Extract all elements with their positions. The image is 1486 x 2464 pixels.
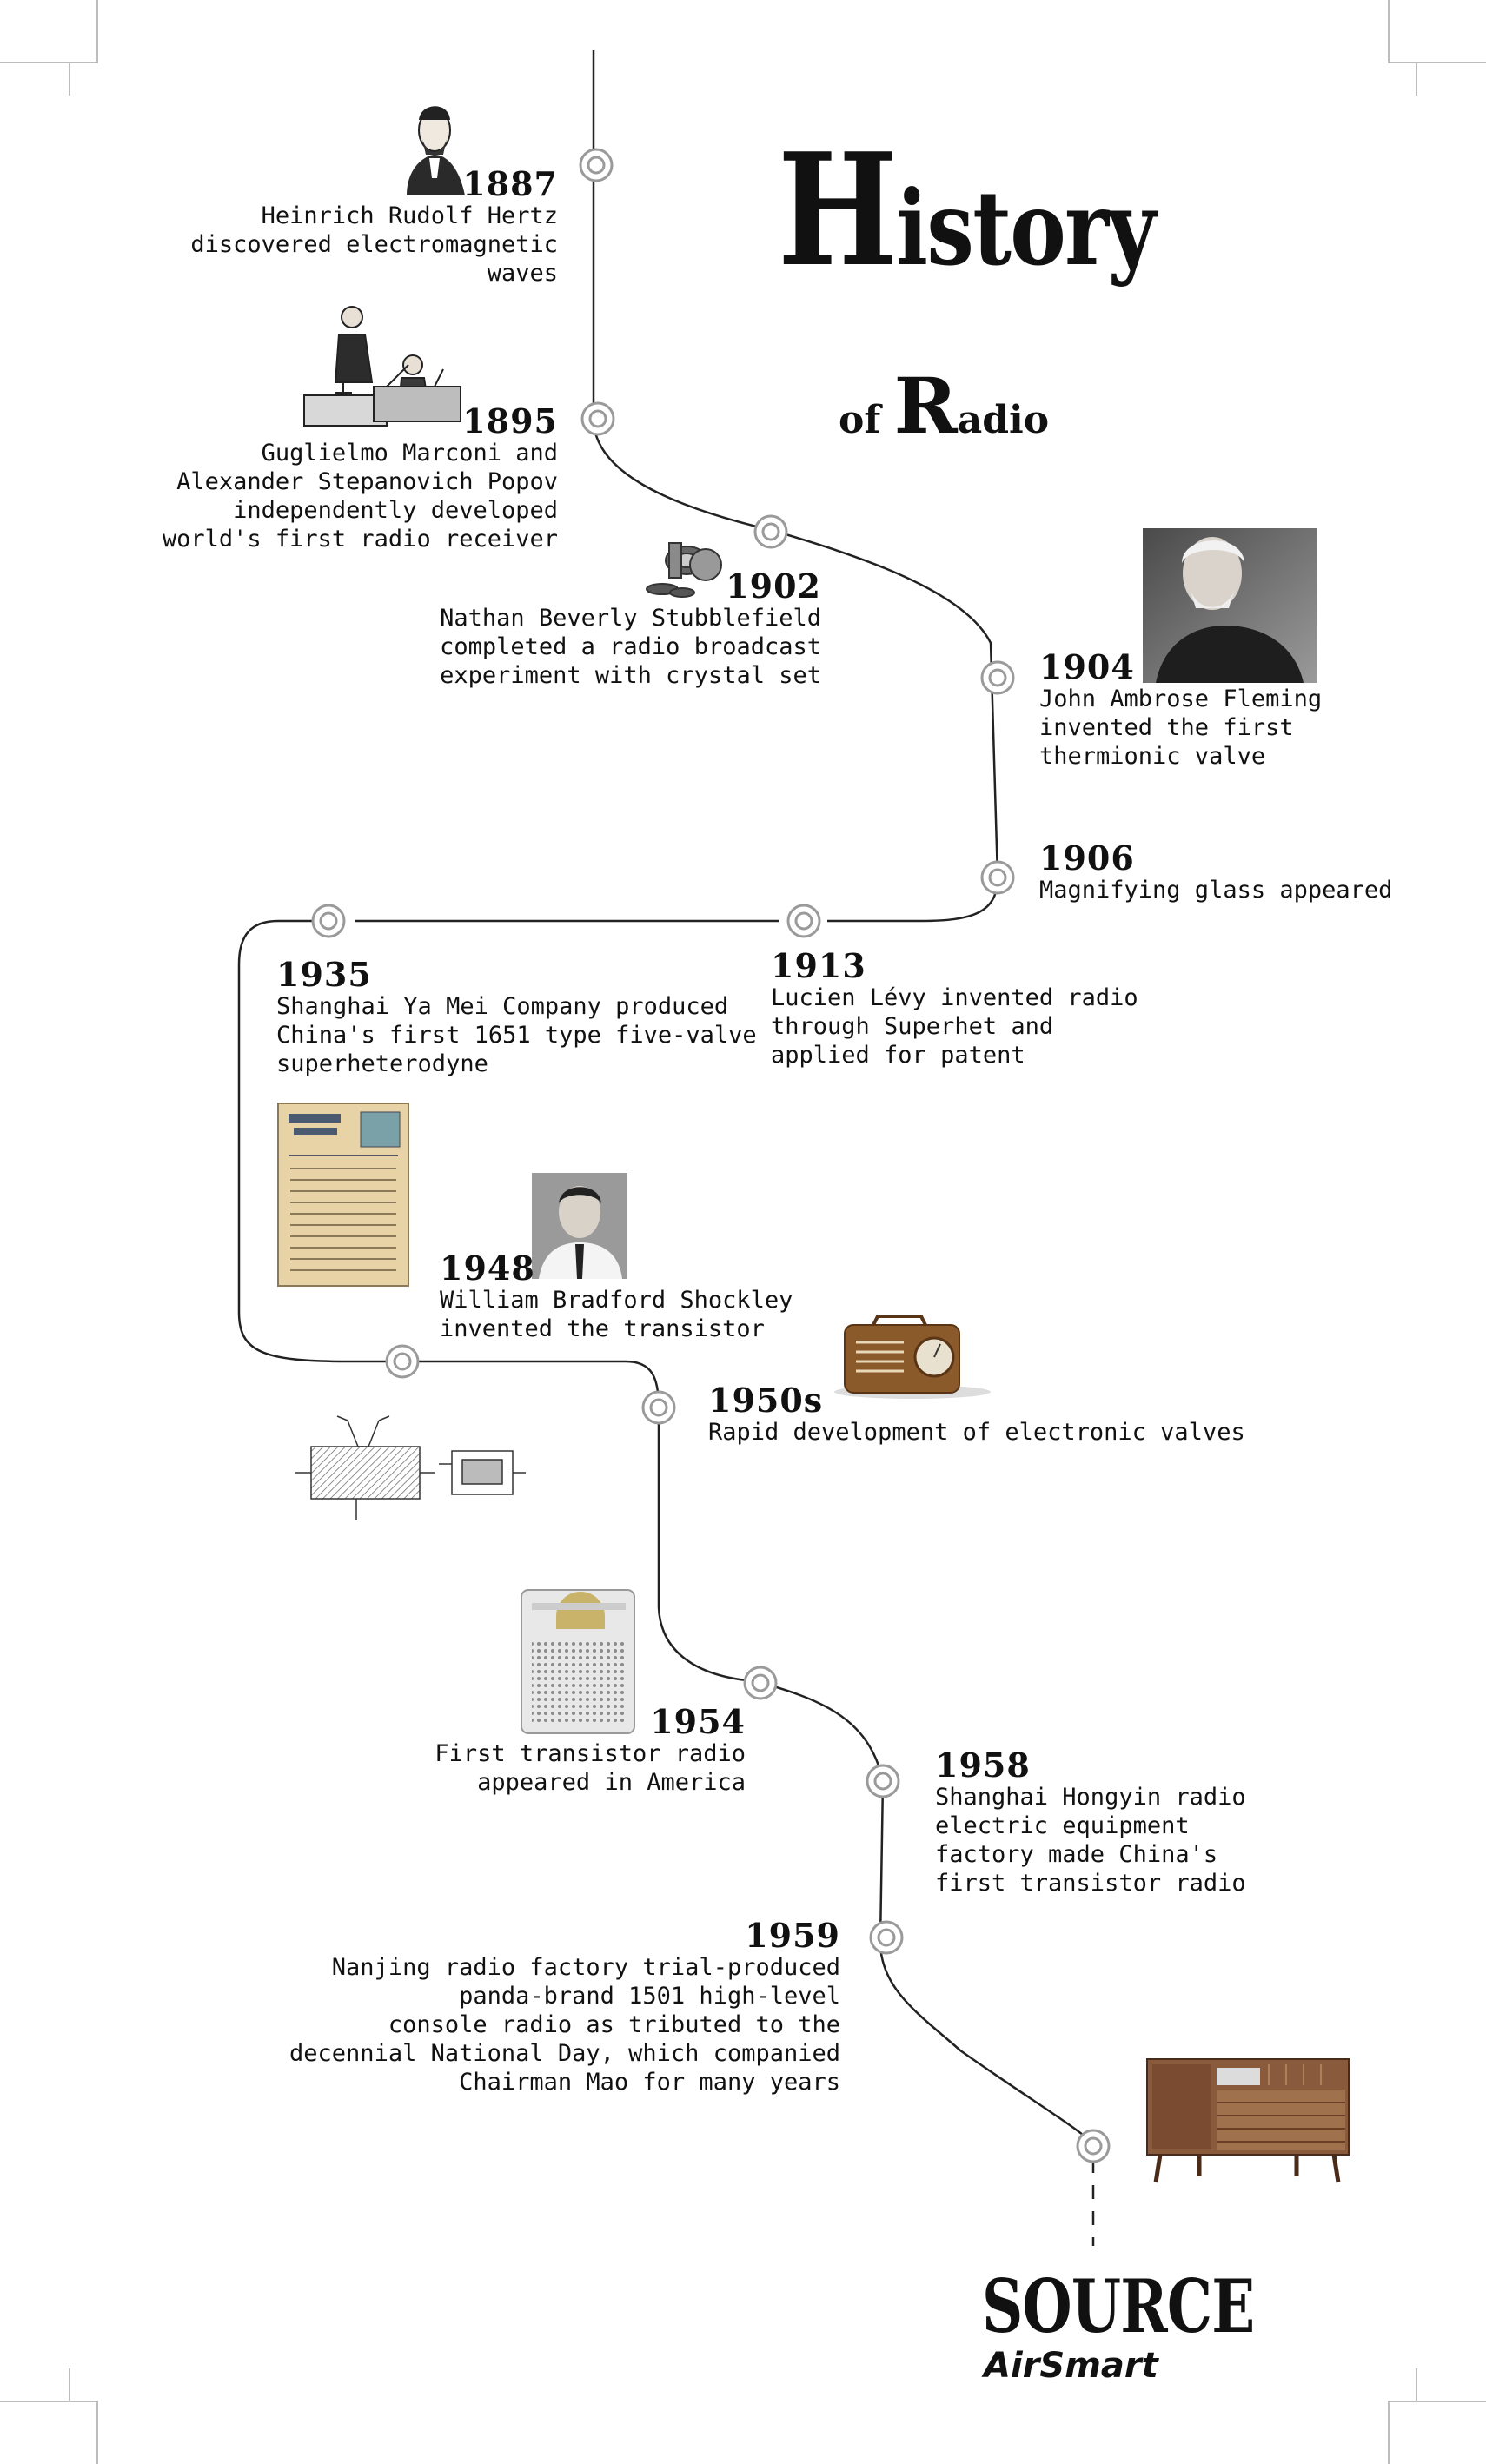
node-1948 [387, 1346, 418, 1377]
event-year: 1950s [708, 1381, 824, 1420]
event-text: Nathan Beverly Stubblefield completed a radio broadcast experiment with crystal set [440, 605, 821, 689]
event-year: 1958 [935, 1745, 1031, 1785]
node-1913 [788, 905, 819, 937]
event-text: First transistor radio appeared in America [435, 1740, 746, 1796]
brand-name: AirSmart [984, 2346, 1158, 2386]
event-1895 [162, 401, 558, 553]
event-text: Rapid development of electronic valves [708, 1419, 1245, 1446]
event-year: 1887 [462, 164, 558, 203]
event-text: John Ambrose Fleming invented the first thermionic valve [1039, 686, 1323, 770]
event-1954 [435, 1702, 746, 1797]
event-1935 [276, 957, 757, 1078]
event-1904 [1039, 647, 1323, 771]
event-1913 [771, 946, 1138, 1070]
event-1887 [190, 164, 558, 288]
event-text: Nanjing radio factory trial-produced panda-brand 1501 high-level console radio as tributed to the decennial National Day, which companied Chairman Mao for many years [289, 1954, 840, 2096]
node-1895 [582, 403, 614, 434]
event-text: Magnifying glass appeared [1039, 877, 1393, 904]
title-initial: H [778, 119, 897, 301]
event-year: 1902 [726, 566, 821, 606]
event-year: 1895 [462, 401, 558, 440]
subtitle-rest: adio [957, 398, 1050, 442]
event-1902 [440, 566, 821, 690]
event-year: 1959 [745, 1916, 840, 1955]
main-title [778, 119, 1156, 301]
transistor-patent-diagram [295, 1416, 526, 1520]
node-1906 [982, 862, 1013, 893]
node-1902 [755, 516, 786, 547]
event-1906 [1039, 838, 1393, 904]
event-year: 1948 [440, 1249, 535, 1288]
source-label: SOURCE [982, 2263, 1255, 2349]
console-radio-image [1147, 2059, 1349, 2182]
event-1958 [935, 1745, 1246, 1898]
event-year: 1906 [1039, 838, 1135, 878]
event-text: Heinrich Rudolf Hertz discovered electromagnetic waves [190, 202, 558, 287]
node-1950s [643, 1392, 674, 1423]
event-1950s [708, 1383, 1245, 1447]
subtitle-of: of [839, 398, 881, 442]
event-year: 1954 [650, 1702, 746, 1741]
subtitle-initial: R [893, 361, 958, 451]
node-1935 [313, 905, 344, 937]
event-text: Guglielmo Marconi and Alexander Stepanovich Popov independently developed world's first radio receiver [162, 440, 558, 553]
event-year: 1935 [276, 955, 372, 994]
event-year: 1904 [1039, 647, 1135, 686]
node-end [1078, 2130, 1109, 2162]
event-1959 [289, 1918, 840, 2096]
node-1959 [871, 1922, 902, 1953]
event-1948 [440, 1251, 793, 1343]
node-1887 [580, 149, 612, 181]
node-1954 [745, 1667, 776, 1699]
main-subtitle [839, 361, 1049, 451]
event-text: William Bradford Shockley invented the transistor [440, 1287, 793, 1342]
node-1904 [982, 662, 1013, 693]
event-text: Lucien Lévy invented radio through Superhet and applied for patent [771, 984, 1138, 1069]
ad-1651-image [278, 1103, 408, 1286]
node-1958 [867, 1765, 899, 1797]
event-text: Shanghai Hongyin radio electric equipment factory made China's first transistor radio [935, 1784, 1246, 1897]
event-year: 1913 [771, 946, 866, 985]
event-text: Shanghai Ya Mei Company produced China's first 1651 type five-valve superheterodyne [276, 993, 757, 1077]
title-rest: istory [896, 168, 1156, 288]
